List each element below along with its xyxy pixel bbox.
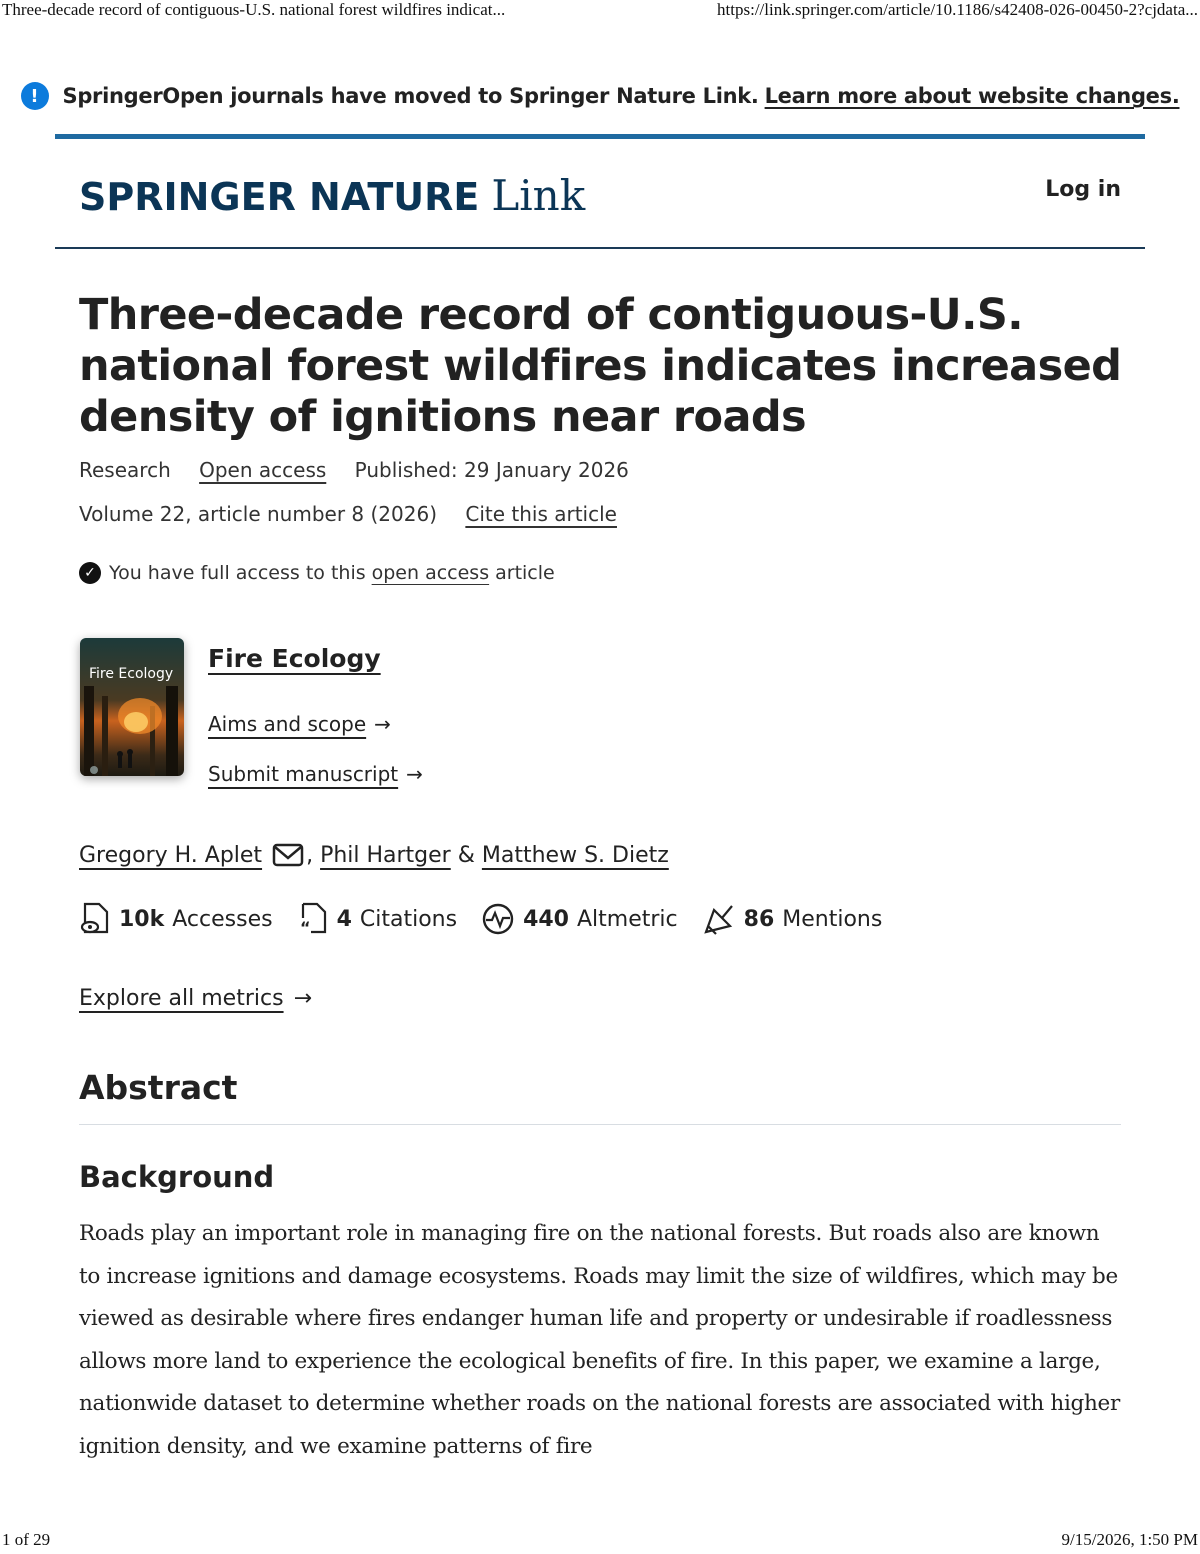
altmetric-label: Altmetric (577, 906, 678, 932)
citations-count: 4 (336, 906, 352, 932)
author-link-aplet[interactable]: Gregory H. Aplet (79, 842, 263, 868)
article-title: Three-decade record of contiguous-U.S. national forest wildfires indicates increased density of ignitions near roads (79, 290, 1122, 442)
author-separator: , (306, 842, 314, 868)
author-ampersand: & (457, 842, 475, 868)
open-access-link[interactable]: Open access (199, 458, 327, 482)
print-datetime: 9/15/2026, 1:50 PM (1061, 1530, 1198, 1549)
background-paragraph: Roads play an important role in managing fire on the national forests. But roads also are known to increase ignitions and damage ecosystems. Roads may limit the size of wildfires, which may be viewed as desirable where fires endanger human life and property or undesirable if roadlessness allows more land to experience the ecological benefits of fire. In this paper, we examine a large, nationwide dataset to determine whether roads on the national forests are associated with higher ignition density, and we examine patterns of fire (79, 1221, 1120, 1459)
cite-article-link[interactable]: Cite this article (465, 502, 617, 526)
author-link-hartger[interactable]: Phil Hartger (320, 842, 451, 868)
metric-citations (297, 902, 458, 936)
arrow-right-icon: → (293, 986, 312, 1011)
accesses-label: Accesses (172, 906, 273, 932)
cover-title: Fire Ecology (89, 666, 174, 682)
access-prefix: You have full access to this (109, 562, 366, 584)
accesses-icon (79, 902, 111, 936)
notice-text: SpringerOpen journals have moved to Springer Nature Link. (62, 84, 759, 108)
email-icon[interactable] (272, 842, 304, 868)
logo-brand: SPRINGER NATURE (79, 175, 480, 219)
arrow-right-icon: → (374, 712, 391, 736)
site-notice-banner (0, 78, 1200, 114)
metric-mentions (702, 902, 883, 936)
mentions-count: 86 (743, 906, 775, 932)
author-list (79, 842, 669, 868)
print-footer (0, 1530, 1200, 1554)
checkmark-icon: ✓ (79, 562, 101, 584)
print-header (0, 0, 1200, 24)
arrow-right-icon: → (406, 762, 423, 786)
accesses-count: 10k (119, 906, 165, 932)
article-meta-line-2 (79, 502, 639, 526)
aims-label: Aims and scope (208, 712, 367, 736)
access-suffix: article (495, 562, 555, 584)
forest-fire-illustration (80, 686, 184, 776)
citations-label: Citations (359, 906, 458, 932)
article-type: Research (79, 458, 171, 482)
volume-info: Volume 22, article number 8 (2026) (79, 502, 437, 526)
background-heading: Background (79, 1160, 275, 1194)
explore-metrics-link[interactable] (79, 986, 312, 1011)
print-header-url: https://link.springer.com/article/10.1186/s42408-026-00450-2?cjdata... (717, 0, 1198, 19)
page-count: 1 of 29 (2, 1530, 51, 1549)
abstract-divider (79, 1124, 1121, 1125)
article-metrics (79, 902, 906, 936)
svg-text:“: “ (299, 918, 311, 936)
article-meta-line-1 (79, 458, 651, 482)
mentions-icon (702, 902, 736, 936)
explore-label: Explore all metrics (79, 986, 284, 1011)
journal-name-link[interactable]: Fire Ecology (208, 644, 381, 673)
citations-icon (297, 902, 329, 936)
logo-link-word: Link (491, 171, 586, 220)
altmetric-score: 440 (523, 906, 569, 932)
site-header (55, 139, 1145, 249)
metric-altmetric (481, 902, 678, 936)
submit-label: Submit manuscript (208, 762, 399, 786)
access-open-access-link[interactable]: open access (371, 562, 490, 584)
login-button[interactable]: Log in (1045, 177, 1121, 202)
altmetric-icon (481, 902, 515, 936)
submit-manuscript-link[interactable] (208, 762, 423, 786)
print-header-title: Three-decade record of contiguous-U.S. national forest wildfires indicat... (2, 0, 506, 19)
published-date: Published: 29 January 2026 (354, 458, 629, 482)
abstract-heading: Abstract (79, 1068, 238, 1107)
springer-nature-link-logo[interactable] (79, 171, 585, 220)
learn-more-link[interactable]: Learn more about website changes. (764, 84, 1180, 108)
metric-accesses (79, 902, 273, 936)
author-link-dietz[interactable]: Matthew S. Dietz (481, 842, 669, 868)
mentions-label: Mentions (782, 906, 883, 932)
aims-and-scope-link[interactable] (208, 712, 391, 736)
info-icon: ! (21, 82, 49, 110)
journal-cover-image[interactable] (80, 638, 184, 776)
full-access-notice (79, 562, 555, 584)
